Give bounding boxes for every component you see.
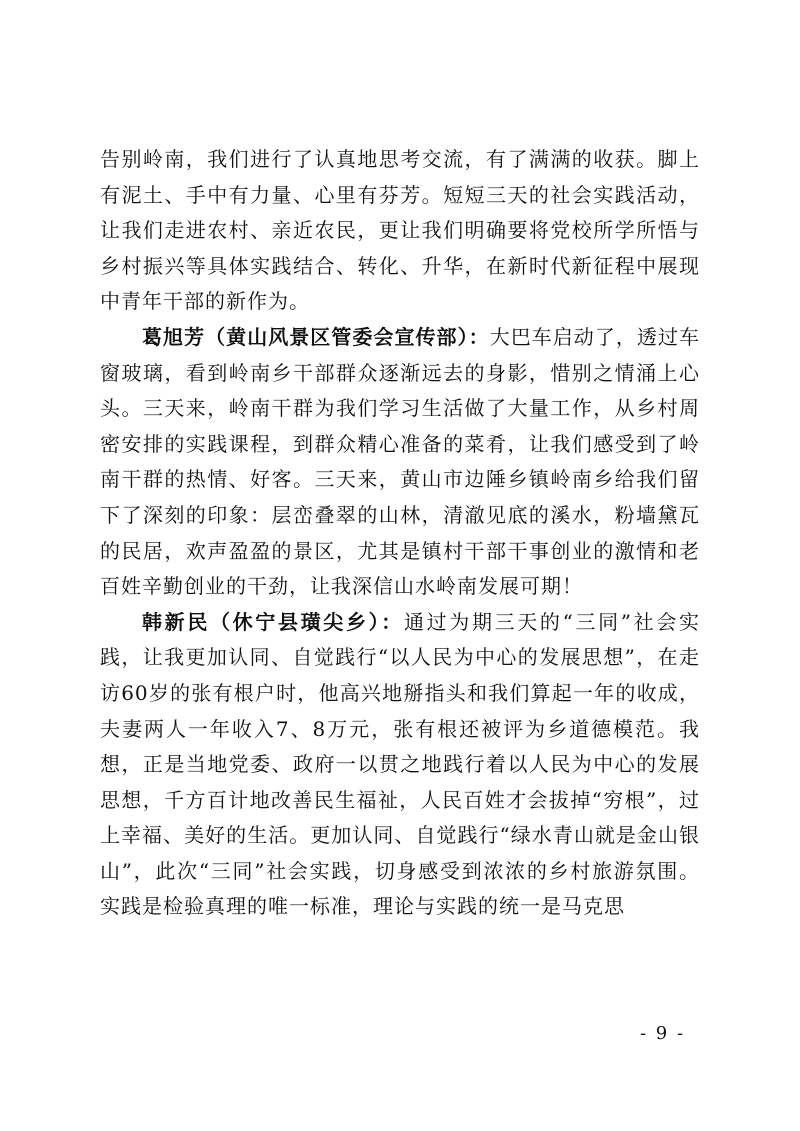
speaker-name: 葛旭芳（黄山风景区管委会宣传部）：: [142, 324, 490, 349]
paragraph-han-xinmin: [100, 605, 700, 925]
paragraph-continuation: [100, 142, 700, 320]
paragraph-text: 告别岭南，我们进行了认真地思考交流，有了满满的收获。脚上有泥土、手中有力量、心里有芬芳。短短三天的社会实践活动，让我们走进农村、亲近农民，更让我们明确要将党校所学所悟与乡村振兴等具体实践结合、转化、升华，在新时代新征程中展现中青年干部的新作为。: [100, 147, 700, 314]
paragraph-text: 大巴车启动了，透过车窗玻璃，看到岭南乡干部群众逐渐远去的身影，惜别之情涌上心头。三天来，岭南干群为我们学习生活做了大量工作，从乡村周密安排的实践课程，到群众精心准备的菜肴，让我们感受到了岭南干群的热情、好客。三天来，黄山市边陲乡镇岭南乡给我们留下了深刻的印象：层峦叠翠的山林，清澈见底的溪水，粉墙黛瓦的民居，欢声盈盈的景区，尤其是镇村干部干事创业的激情和老百姓辛勤创业的干劲，让我深信山水岭南发展可期！: [100, 324, 701, 599]
speaker-name: 韩新民（休宁县璜尖乡）：: [142, 609, 404, 634]
document-body: [100, 142, 700, 925]
paragraph-ge-xufang: [100, 320, 700, 605]
page-number: - 9 -: [640, 1023, 686, 1044]
paragraph-text: 通过为期三天的“三同”社会实践，让我更加认同、自觉践行“以人民为中心的发展思想”，在走访60岁的张有根户时，他高兴地掰指头和我们算起一年的收成，夫妻两人一年收入7、8万元，张有根还被评为乡道德模范。我想，正是当地党委、政府一以贯之地践行着以人民为中心的发展思想，千方百计地改善民生福祉，人民百姓才会拔掉“穷根”，过上幸福、美好的生活。更加认同、自觉践行“绿水青山就是金山银山”，此次“三同”社会实践，切身感受到浓浓的乡村旅游氛围。实践是检验真理的唯一标准，理论与实践的统一是马克思: [100, 609, 701, 919]
